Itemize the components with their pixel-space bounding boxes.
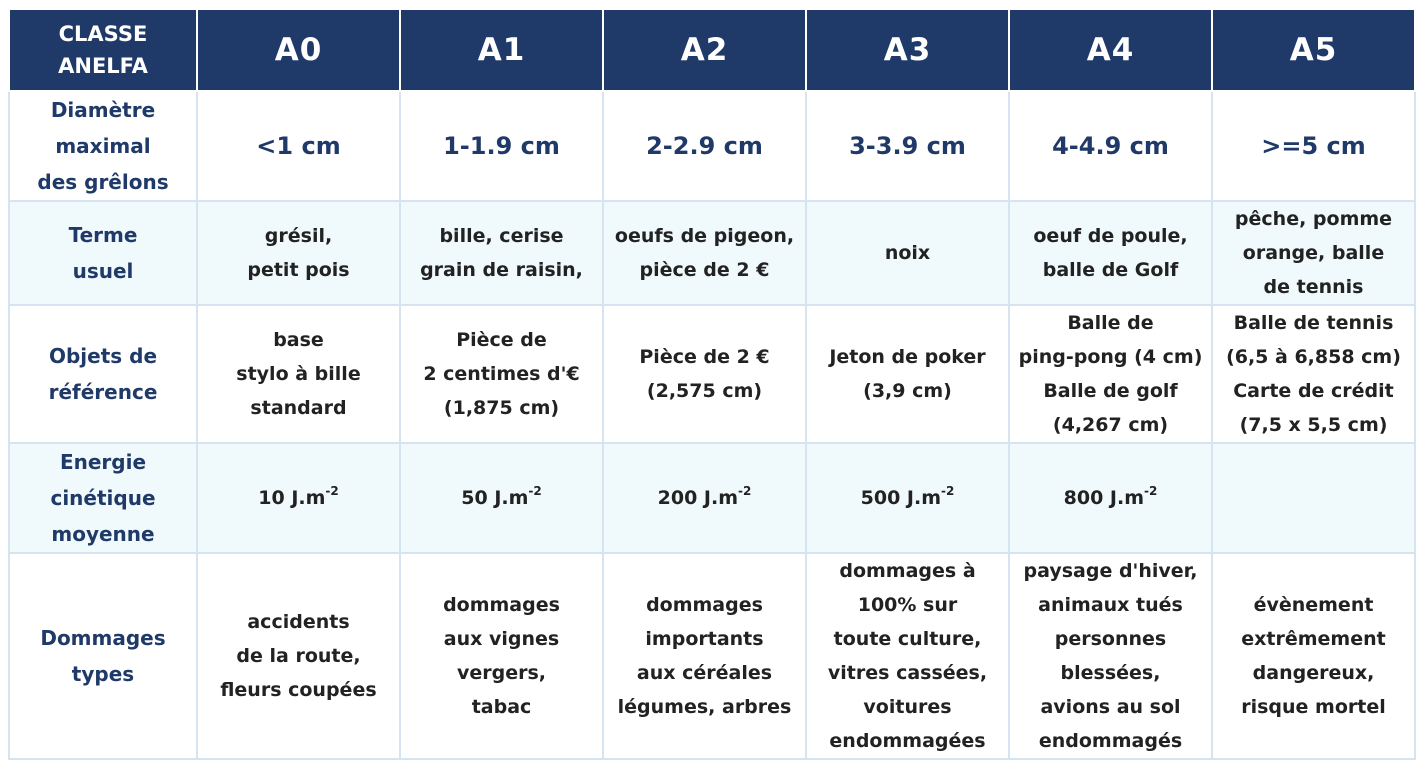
cell-line: ping-pong (4 cm): [1018, 346, 1203, 368]
cell-energie-a2: [603, 443, 806, 553]
cell-line: de tennis: [1263, 276, 1364, 298]
cell-line: oeufs de pigeon,: [614, 225, 795, 247]
cell-line: noix: [884, 242, 931, 264]
row-label-line: Energie: [59, 450, 147, 474]
cell-line: endommagées: [829, 730, 986, 752]
header-class-a3: A3: [806, 9, 1009, 91]
cell-line: dommages à: [839, 560, 976, 582]
cell-terme-a0: [197, 201, 400, 305]
row-label-line: Diamètre: [50, 98, 156, 122]
cell-line: aux vignes: [443, 628, 560, 650]
cell-line: Carte de crédit: [1233, 380, 1394, 402]
cell-terme-a3: [806, 201, 1009, 305]
energy-value: 50: [461, 487, 488, 509]
cell-line: avions au sol: [1040, 696, 1181, 718]
cell-line: toute culture,: [833, 628, 982, 650]
cell-objets-a2: [603, 305, 806, 443]
cell-line: fleurs coupées: [220, 679, 377, 701]
cell-line: bille, cerise: [439, 225, 564, 247]
cell-line: (7,5 x 5,5 cm): [1239, 414, 1388, 436]
cell-terme-a4: [1009, 201, 1212, 305]
cell-energie-a1: [400, 443, 603, 553]
header-class-a0: A0: [197, 9, 400, 91]
energy-exponent: -2: [941, 484, 955, 498]
energy-exponent: -2: [1144, 484, 1158, 498]
header-class-a5: A5: [1212, 9, 1415, 91]
row-label-line: Objets de: [48, 344, 158, 368]
row-label-objets: [9, 305, 197, 443]
cell-line: 2 centimes d'€: [423, 363, 580, 385]
cell-line: 100% sur: [857, 594, 958, 616]
row-diametre: [9, 91, 1415, 201]
cell-line: aux céréales: [636, 662, 773, 684]
cell-diametre-a0: <1 cm: [197, 91, 400, 201]
row-label-line: Terme: [68, 223, 138, 247]
cell-line: pêche, pomme: [1234, 208, 1393, 230]
cell-line: (2,575 cm): [646, 380, 763, 402]
energy-value: 500: [860, 487, 901, 509]
header-row: [9, 9, 1415, 91]
row-label-energie: [9, 443, 197, 553]
cell-line: Pièce de: [456, 329, 547, 351]
energy-exponent: -2: [738, 484, 752, 498]
row-label-line: cinétique: [50, 486, 156, 510]
row-label-dommages: [9, 553, 197, 759]
cell-dommages-a3: [806, 553, 1009, 759]
cell-line: (4,267 cm): [1052, 414, 1169, 436]
cell-energie-a0: [197, 443, 400, 553]
energy-exponent: -2: [325, 484, 339, 498]
cell-diametre-a1: 1-1.9 cm: [400, 91, 603, 201]
row-terme: [9, 201, 1415, 305]
cell-line: voitures: [863, 696, 952, 718]
cell-energie-a5: [1212, 443, 1415, 553]
cell-objets-a0: [197, 305, 400, 443]
cell-line: évènement: [1253, 594, 1374, 616]
cell-diametre-a3: 3-3.9 cm: [806, 91, 1009, 201]
hail-classification-table: [8, 8, 1416, 760]
row-energie: [9, 443, 1415, 553]
header-corner: [9, 9, 197, 91]
energy-unit: J.m: [494, 487, 529, 509]
cell-line: pièce de 2 €: [639, 259, 770, 281]
cell-line: (1,875 cm): [443, 397, 560, 419]
cell-line: base: [273, 329, 324, 351]
cell-energie-a3: [806, 443, 1009, 553]
row-label-line: maximal: [55, 134, 151, 158]
energy-value: 10: [258, 487, 285, 509]
cell-line: Jeton de poker: [829, 346, 986, 368]
cell-line: balle de Golf: [1042, 259, 1179, 281]
cell-line: dangereux,: [1252, 662, 1375, 684]
energy-unit: J.m: [906, 487, 942, 509]
energy-value: 200: [657, 487, 698, 509]
cell-line: Pièce de 2 €: [639, 346, 770, 368]
cell-objets-a1: [400, 305, 603, 443]
cell-line: risque mortel: [1241, 696, 1386, 718]
row-dommages: [9, 553, 1415, 759]
row-label-terme: [9, 201, 197, 305]
row-label-line: Dommages: [40, 626, 166, 650]
cell-line: petit pois: [247, 259, 350, 281]
cell-terme-a5: [1212, 201, 1415, 305]
row-label-line: types: [71, 662, 135, 686]
cell-line: paysage d'hiver,: [1023, 560, 1198, 582]
cell-line: animaux tués: [1038, 594, 1183, 616]
cell-line: dommages: [443, 594, 560, 616]
cell-line: accidents: [247, 611, 350, 633]
header-corner-line: ANELFA: [58, 54, 148, 78]
energy-value: 800: [1063, 487, 1104, 509]
cell-line: grain de raisin,: [420, 259, 583, 281]
cell-line: légumes, arbres: [617, 696, 792, 718]
row-label-line: usuel: [72, 259, 134, 283]
cell-line: de la route,: [236, 645, 361, 667]
cell-dommages-a1: [400, 553, 603, 759]
cell-objets-a3: [806, 305, 1009, 443]
cell-line: endommagés: [1038, 730, 1183, 752]
cell-line: stylo à bille: [236, 363, 361, 385]
cell-line: standard: [250, 397, 347, 419]
cell-line: Balle de golf: [1043, 380, 1178, 402]
cell-dommages-a5: [1212, 553, 1415, 759]
cell-dommages-a2: [603, 553, 806, 759]
cell-diametre-a4: 4-4.9 cm: [1009, 91, 1212, 201]
cell-line: grésil,: [264, 225, 333, 247]
cell-line: orange, balle: [1242, 242, 1385, 264]
energy-unit: J.m: [1109, 487, 1145, 509]
cell-objets-a4: [1009, 305, 1212, 443]
header-class-a4: A4: [1009, 9, 1212, 91]
cell-line: personnes: [1054, 628, 1167, 650]
header-class-a2: A2: [603, 9, 806, 91]
cell-dommages-a4: [1009, 553, 1212, 759]
energy-exponent: -2: [528, 484, 542, 498]
cell-line: vergers,: [456, 662, 547, 684]
cell-terme-a2: [603, 201, 806, 305]
cell-diametre-a5: >=5 cm: [1212, 91, 1415, 201]
row-objets: [9, 305, 1415, 443]
cell-line: extrêmement: [1241, 628, 1386, 650]
cell-dommages-a0: [197, 553, 400, 759]
cell-line: Balle de: [1067, 312, 1154, 334]
cell-line: blessées,: [1060, 662, 1161, 684]
hail-classification-table-container: [8, 8, 1416, 760]
cell-objets-a5: [1212, 305, 1415, 443]
cell-diametre-a2: 2-2.9 cm: [603, 91, 806, 201]
cell-line: oeuf de poule,: [1033, 225, 1188, 247]
cell-line: (3,9 cm): [863, 380, 952, 402]
row-label-line: référence: [48, 380, 158, 404]
header-corner-line: CLASSE: [58, 22, 148, 46]
energy-unit: J.m: [703, 487, 739, 509]
cell-terme-a1: [400, 201, 603, 305]
cell-line: vitres cassées,: [827, 662, 988, 684]
cell-line: dommages: [646, 594, 763, 616]
cell-line: (6,5 à 6,858 cm): [1226, 346, 1401, 368]
cell-line: Balle de tennis: [1233, 312, 1394, 334]
row-label-line: des grêlons: [37, 170, 169, 194]
cell-energie-a4: [1009, 443, 1212, 553]
row-label-line: moyenne: [51, 522, 155, 546]
cell-line: importants: [645, 628, 764, 650]
cell-line: tabac: [471, 696, 532, 718]
energy-unit: J.m: [291, 487, 326, 509]
row-label-diametre: [9, 91, 197, 201]
header-class-a1: A1: [400, 9, 603, 91]
